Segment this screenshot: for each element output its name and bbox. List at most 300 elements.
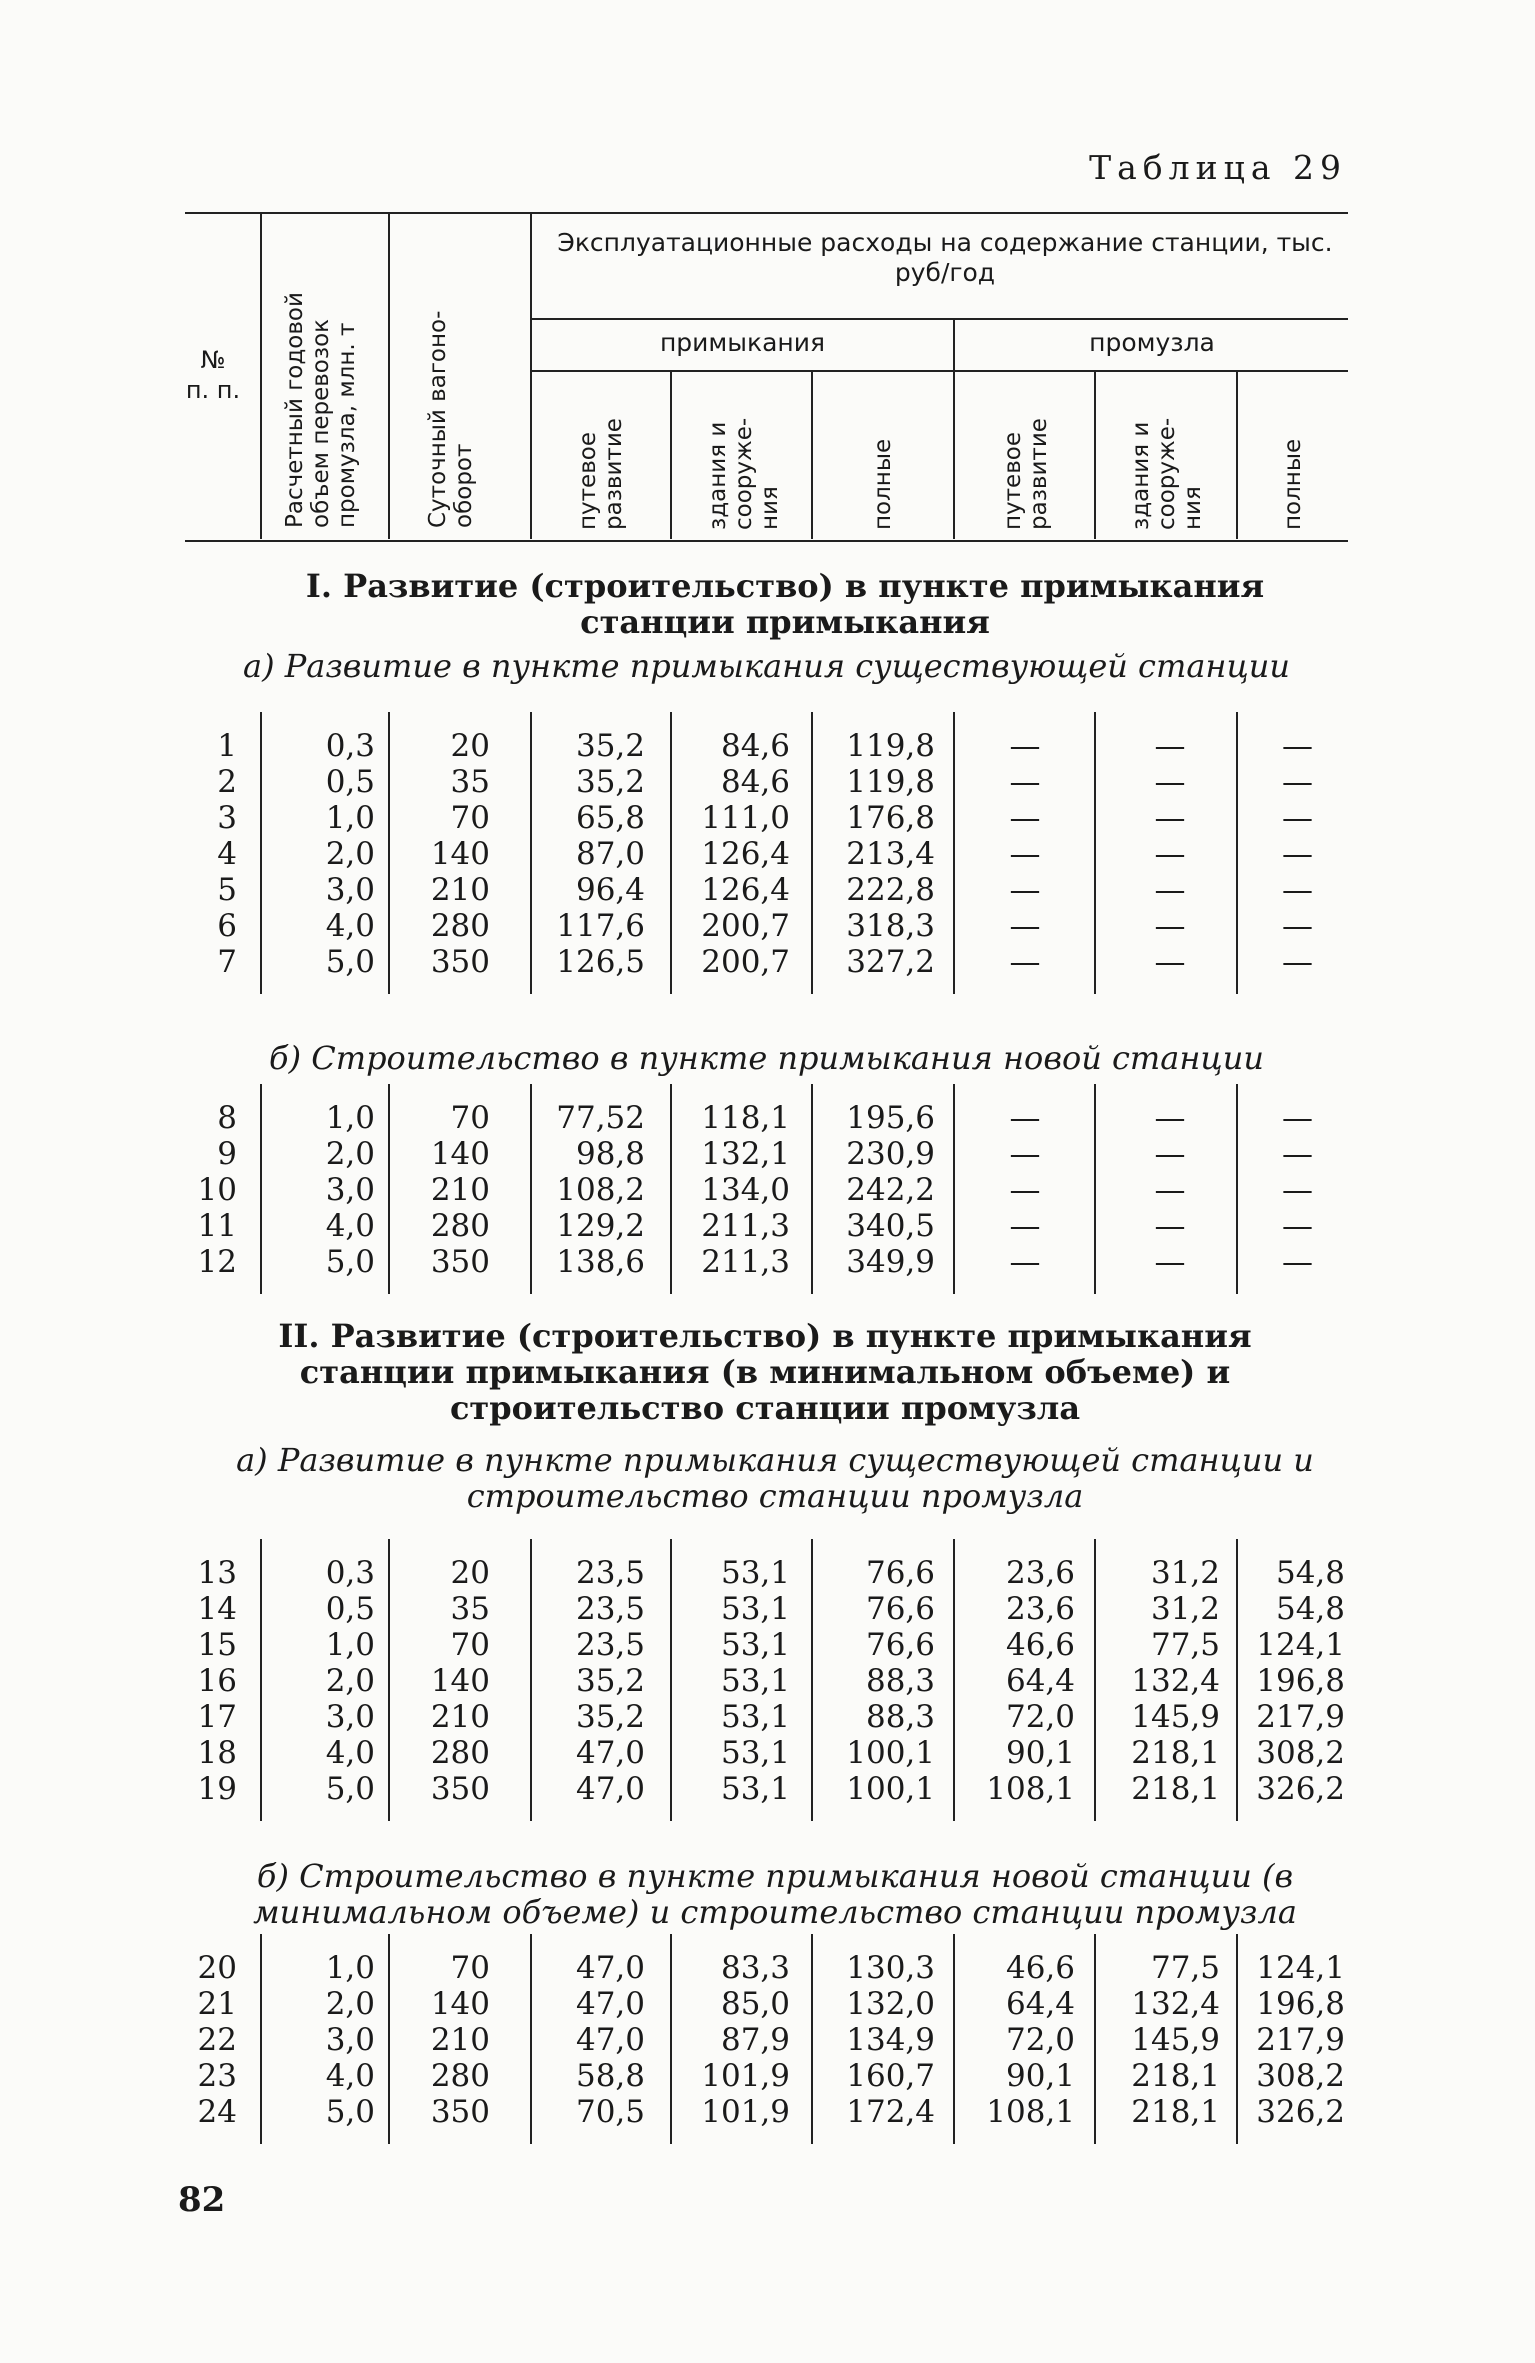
table-cell: 23,6 (1005, 1591, 1075, 1627)
table-cell: 108,2 (556, 1172, 645, 1208)
column-divider (670, 1084, 672, 1294)
header-bottom-rule (185, 540, 1348, 542)
table-cell: — (1009, 1208, 1041, 1244)
table-cell: 3,0 (325, 872, 375, 908)
table-cell: 4,0 (325, 2058, 375, 2094)
table-cell: 280 (430, 908, 490, 944)
table-cell: 96,4 (575, 872, 645, 908)
column-divider (530, 1539, 532, 1821)
table-cell: 211,3 (701, 1208, 790, 1244)
table-cell: — (1009, 764, 1041, 800)
table-row (185, 1950, 1348, 1986)
subsection-title: а) Развитие в пункте примыкания существующей станции (242, 647, 1291, 685)
column-divider (1094, 1934, 1096, 2144)
header-hub: промузла (1089, 328, 1215, 357)
table-cell: 111,0 (701, 800, 790, 836)
table-cell: 327,2 (846, 944, 935, 980)
table-cell: 5,0 (325, 944, 375, 980)
table-cell: 280 (430, 1208, 490, 1244)
column-divider (670, 1934, 672, 2144)
table-cell: 108,1 (986, 2094, 1075, 2130)
table-cell: 31,2 (1150, 1555, 1220, 1591)
header-buildings-junction: здания и сооруже- ния (705, 417, 783, 530)
table-cell: 87,0 (575, 836, 645, 872)
table-row (185, 2058, 1348, 2094)
table-row (185, 1591, 1348, 1627)
header-volume: Расчетный годовой объем перевозок промузла, млн. т (282, 292, 360, 528)
table-cell: 124,1 (1256, 1627, 1345, 1663)
header-divider (530, 214, 532, 539)
row-number: 20 (197, 1950, 237, 1986)
table-cell: 53,1 (720, 1771, 790, 1807)
table-cell: 23,5 (575, 1627, 645, 1663)
row-number: 1 (217, 728, 237, 764)
table-cell: 196,8 (1256, 1663, 1345, 1699)
header-divider (1236, 372, 1238, 539)
table-cell: 46,6 (1005, 1627, 1075, 1663)
table-cell: 90,1 (1005, 2058, 1075, 2094)
table-cell: — (1282, 836, 1313, 872)
table-cell: 140 (430, 836, 490, 872)
header-divider (260, 214, 262, 539)
table-cell: 119,8 (846, 764, 935, 800)
subsection-title: б) Строительство в пункте примыкания новой станции (269, 1039, 1264, 1077)
table-cell: 54,8 (1275, 1555, 1345, 1591)
row-number: 7 (217, 944, 237, 980)
table-cell: — (1009, 1244, 1041, 1280)
table-cell: 140 (430, 1663, 490, 1699)
table-cell: 0,5 (325, 1591, 375, 1627)
table-cell: 65,8 (575, 800, 645, 836)
table-cell: 100,1 (846, 1735, 935, 1771)
table-cell: 217,9 (1256, 1699, 1345, 1735)
table-cell: 196,8 (1256, 1986, 1345, 2022)
column-divider (953, 1084, 955, 1294)
table-cell: — (1154, 764, 1186, 800)
table-cell: 70 (450, 800, 490, 836)
table-cell: 64,4 (1005, 1663, 1075, 1699)
table-cell: 35,2 (575, 764, 645, 800)
column-divider (530, 1934, 532, 2144)
table-cell: 84,6 (720, 728, 790, 764)
table-cell: — (1009, 944, 1041, 980)
table-cell: 340,5 (846, 1208, 935, 1244)
table-cell: 308,2 (1256, 1735, 1345, 1771)
row-number: 24 (197, 2094, 237, 2130)
table-row (185, 1172, 1348, 1208)
table-cell: 130,3 (846, 1950, 935, 1986)
table-cell: 72,0 (1005, 1699, 1075, 1735)
table-cell: 160,7 (846, 2058, 935, 2094)
table-cell: 213,4 (846, 836, 935, 872)
column-divider (260, 1934, 262, 2144)
table-cell: — (1154, 1208, 1186, 1244)
table-cell: 211,3 (701, 1244, 790, 1280)
header-turnover: Суточный вагоно- оборот (425, 310, 477, 528)
table-row (185, 764, 1348, 800)
table-cell: 140 (430, 1986, 490, 2022)
column-divider (811, 1934, 813, 2144)
subsection-title: а) Развитие в пункте примыкания существующей станции и строительство станции промузла (236, 1441, 1314, 1515)
table-cell: 23,6 (1005, 1555, 1075, 1591)
table-row (185, 1735, 1348, 1771)
table-cell: 200,7 (701, 944, 790, 980)
table-cell: 140 (430, 1136, 490, 1172)
table-cell: — (1282, 872, 1313, 908)
table-cell: — (1282, 800, 1313, 836)
table-cell: 83,3 (720, 1950, 790, 1986)
row-number: 8 (217, 1100, 237, 1136)
table-cell: 88,3 (865, 1663, 935, 1699)
table-cell: 1,0 (325, 1950, 375, 1986)
row-number: 5 (217, 872, 237, 908)
table-cell: — (1154, 1136, 1186, 1172)
row-number: 4 (217, 836, 237, 872)
table-cell: 280 (430, 2058, 490, 2094)
column-divider (1236, 1539, 1238, 1821)
table-cell: — (1282, 944, 1313, 980)
header-divider (1094, 372, 1096, 539)
table-cell: 222,8 (846, 872, 935, 908)
table-cell: 218,1 (1131, 2094, 1220, 2130)
table-cell: — (1154, 908, 1186, 944)
table-cell: 132,1 (701, 1136, 790, 1172)
column-divider (530, 1084, 532, 1294)
table-cell: 47,0 (575, 1950, 645, 1986)
table-cell: 195,6 (846, 1100, 935, 1136)
table-cell: — (1154, 944, 1186, 980)
table-cell: 280 (430, 1735, 490, 1771)
table-cell: 3,0 (325, 1699, 375, 1735)
table-row (185, 728, 1348, 764)
table-cell: 53,1 (720, 1735, 790, 1771)
header-total-junction: полные (870, 438, 896, 530)
table-cell: 126,4 (701, 872, 790, 908)
row-number: 16 (197, 1663, 237, 1699)
column-divider (388, 1084, 390, 1294)
table-cell: 47,0 (575, 1735, 645, 1771)
table-cell: 172,4 (846, 2094, 935, 2130)
table-cell: — (1282, 1100, 1313, 1136)
table-cell: 35,2 (575, 1663, 645, 1699)
table-cell: 64,4 (1005, 1986, 1075, 2022)
column-divider (1236, 1084, 1238, 1294)
table-cell: — (1282, 908, 1313, 944)
row-number: 22 (197, 2022, 237, 2058)
table-cell: — (1154, 728, 1186, 764)
table-row (185, 872, 1348, 908)
header-divider (953, 320, 955, 539)
page-number: 82 (178, 2180, 226, 2220)
table-row (185, 800, 1348, 836)
table-cell: 35 (450, 764, 490, 800)
table-cell: — (1009, 1100, 1041, 1136)
table-cell: 132,0 (846, 1986, 935, 2022)
table-cell: — (1009, 872, 1041, 908)
table-cell: 70,5 (575, 2094, 645, 2130)
section-title: II. Развитие (строительство) в пункте примыкания станции примыкания (в минимальном объеме) и строительство станции промузла (278, 1317, 1252, 1427)
table-cell: 132,4 (1131, 1663, 1220, 1699)
column-divider (388, 712, 390, 994)
table-cell: 218,1 (1131, 2058, 1220, 2094)
table-cell: 76,6 (865, 1627, 935, 1663)
row-number: 18 (197, 1735, 237, 1771)
section-title: I. Развитие (строительство) в пункте примыкания станции примыкания (305, 567, 1265, 641)
table-cell: 230,9 (846, 1136, 935, 1172)
table-cell: 35,2 (575, 1699, 645, 1735)
table-cell: — (1009, 1136, 1041, 1172)
table-cell: — (1154, 1244, 1186, 1280)
table-cell: 70 (450, 1950, 490, 1986)
table-cell: 124,1 (1256, 1950, 1345, 1986)
table-row (185, 1244, 1348, 1280)
table-cell: 47,0 (575, 2022, 645, 2058)
table-cell: 134,0 (701, 1172, 790, 1208)
table-cell: 210 (430, 1172, 490, 1208)
table-cell: — (1154, 872, 1186, 908)
row-number: 19 (197, 1771, 237, 1807)
table-cell: 350 (430, 944, 490, 980)
table-cell: 23,5 (575, 1591, 645, 1627)
column-divider (670, 712, 672, 994)
column-divider (530, 712, 532, 994)
row-number: 2 (217, 764, 237, 800)
table-cell: 58,8 (575, 2058, 645, 2094)
table-row (185, 1627, 1348, 1663)
column-divider (1236, 712, 1238, 994)
table-cell: 126,5 (556, 944, 645, 980)
table-cell: 3,0 (325, 2022, 375, 2058)
table-cell: — (1154, 1100, 1186, 1136)
table-cell: — (1282, 764, 1313, 800)
table-cell: 350 (430, 2094, 490, 2130)
table-cell: 85,0 (720, 1986, 790, 2022)
table-cell: 4,0 (325, 908, 375, 944)
table-cell: 4,0 (325, 1208, 375, 1244)
table-cell: — (1009, 836, 1041, 872)
table-cell: 350 (430, 1244, 490, 1280)
table-cell: 77,5 (1150, 1950, 1220, 1986)
header-top-rule (185, 212, 1348, 214)
table-cell: 349,9 (846, 1244, 935, 1280)
row-number: 17 (197, 1699, 237, 1735)
table-cell: 1,0 (325, 800, 375, 836)
row-number: 10 (197, 1172, 237, 1208)
table-cell: — (1009, 800, 1041, 836)
table-row (185, 2022, 1348, 2058)
header-junction: примыкания (659, 328, 826, 357)
row-number: 11 (197, 1208, 237, 1244)
table-cell: — (1009, 728, 1041, 764)
table-row (185, 1136, 1348, 1172)
table-cell: 145,9 (1131, 1699, 1220, 1735)
table-cell: 54,8 (1275, 1591, 1345, 1627)
table-cell: — (1282, 1172, 1313, 1208)
subsection-title: б) Строительство в пункте примыкания новой станции (в минимальном объеме) и строительство станции промузла (253, 1857, 1297, 1931)
table-cell: 47,0 (575, 1986, 645, 2022)
table-cell: 53,1 (720, 1699, 790, 1735)
column-divider (811, 1084, 813, 1294)
header-expenses: Эксплуатационные расходы на содержание станции, тыс. руб/год (557, 228, 1333, 287)
table-cell: 108,1 (986, 1771, 1075, 1807)
column-divider (260, 712, 262, 994)
header-number: № п. п. (185, 346, 241, 404)
column-divider (260, 1084, 262, 1294)
table-cell: 53,1 (720, 1591, 790, 1627)
table-cell: 132,4 (1131, 1986, 1220, 2022)
table-cell: 2,0 (325, 836, 375, 872)
row-number: 13 (197, 1555, 237, 1591)
table-cell: 138,6 (556, 1244, 645, 1280)
table-row (185, 1208, 1348, 1244)
table-cell: 53,1 (720, 1627, 790, 1663)
table-caption: Таблица 29 (1089, 148, 1347, 187)
table-cell: 134,9 (846, 2022, 935, 2058)
column-divider (811, 1539, 813, 1821)
table-cell: 5,0 (325, 1244, 375, 1280)
row-number: 21 (197, 1986, 237, 2022)
table-cell: — (1154, 836, 1186, 872)
table-cell: 126,4 (701, 836, 790, 872)
table-cell: — (1009, 1172, 1041, 1208)
table-row (185, 944, 1348, 980)
row-number: 14 (197, 1591, 237, 1627)
header-divider (670, 372, 672, 539)
table-row (185, 1771, 1348, 1807)
column-divider (388, 1934, 390, 2144)
table-cell: 326,2 (1256, 2094, 1345, 2130)
table-cell: 98,8 (575, 1136, 645, 1172)
table-row (185, 1555, 1348, 1591)
table-cell: 53,1 (720, 1555, 790, 1591)
table-cell: 129,2 (556, 1208, 645, 1244)
table-cell: 70 (450, 1100, 490, 1136)
table-cell: 35 (450, 1591, 490, 1627)
table-row (185, 836, 1348, 872)
column-divider (811, 712, 813, 994)
table-cell: 318,3 (846, 908, 935, 944)
table-cell: — (1282, 1244, 1313, 1280)
table-cell: 101,9 (701, 2058, 790, 2094)
row-number: 23 (197, 2058, 237, 2094)
table-cell: 70 (450, 1627, 490, 1663)
table-cell: 242,2 (846, 1172, 935, 1208)
table-cell: 2,0 (325, 1663, 375, 1699)
row-number: 15 (197, 1627, 237, 1663)
header-subrule (532, 370, 1348, 372)
table-cell: 20 (450, 1555, 490, 1591)
table-cell: — (1154, 1172, 1186, 1208)
column-divider (1094, 712, 1096, 994)
table-cell: 4,0 (325, 1735, 375, 1771)
table-cell: 1,0 (325, 1627, 375, 1663)
table-cell: 101,9 (701, 2094, 790, 2130)
table-cell: 218,1 (1131, 1771, 1220, 1807)
table-cell: 5,0 (325, 2094, 375, 2130)
column-divider (1094, 1084, 1096, 1294)
table-row (185, 1986, 1348, 2022)
table-cell: 326,2 (1256, 1771, 1345, 1807)
column-divider (953, 712, 955, 994)
table-cell: 53,1 (720, 1663, 790, 1699)
table-cell: 3,0 (325, 1172, 375, 1208)
table-cell: 76,6 (865, 1555, 935, 1591)
table-cell: — (1009, 908, 1041, 944)
row-number: 12 (197, 1244, 237, 1280)
header-subrule (532, 318, 1348, 320)
table-cell: 0,3 (325, 728, 375, 764)
table-row (185, 908, 1348, 944)
table-cell: 308,2 (1256, 2058, 1345, 2094)
table-cell: 217,9 (1256, 2022, 1345, 2058)
header-track-hub: путевое развитие (1000, 418, 1052, 530)
table-cell: 0,3 (325, 1555, 375, 1591)
row-number: 6 (217, 908, 237, 944)
table-cell: 1,0 (325, 1100, 375, 1136)
column-divider (388, 1539, 390, 1821)
table-cell: 210 (430, 1699, 490, 1735)
table-row (185, 2094, 1348, 2130)
header-buildings-hub: здания и сооруже- ния (1128, 417, 1206, 530)
table-cell: 119,8 (846, 728, 935, 764)
table-cell: — (1282, 728, 1313, 764)
column-divider (953, 1539, 955, 1821)
table-cell: 76,6 (865, 1591, 935, 1627)
table-cell: 88,3 (865, 1699, 935, 1735)
table-cell: 35,2 (575, 728, 645, 764)
table-cell: — (1282, 1208, 1313, 1244)
table-cell: 31,2 (1150, 1591, 1220, 1627)
table-cell: 176,8 (846, 800, 935, 836)
column-divider (670, 1539, 672, 1821)
table-cell: 47,0 (575, 1771, 645, 1807)
table-cell: 2,0 (325, 1136, 375, 1172)
row-number: 9 (217, 1136, 237, 1172)
table-cell: 100,1 (846, 1771, 935, 1807)
header-divider (811, 372, 813, 539)
table-cell: 118,1 (701, 1100, 790, 1136)
table-cell: — (1282, 1136, 1313, 1172)
header-track-junction: путевое развитие (575, 418, 627, 530)
table-row (185, 1699, 1348, 1735)
column-divider (1094, 1539, 1096, 1821)
header-total-hub: полные (1280, 438, 1306, 530)
table-cell: 0,5 (325, 764, 375, 800)
table-cell: 117,6 (556, 908, 645, 944)
table-cell: 46,6 (1005, 1950, 1075, 1986)
table-cell: 218,1 (1131, 1735, 1220, 1771)
table-cell: 5,0 (325, 1771, 375, 1807)
table-row (185, 1663, 1348, 1699)
column-divider (1236, 1934, 1238, 2144)
table-cell: 145,9 (1131, 2022, 1220, 2058)
table-cell: 77,5 (1150, 1627, 1220, 1663)
column-divider (953, 1934, 955, 2144)
table-cell: 23,5 (575, 1555, 645, 1591)
table-cell: 77,52 (556, 1100, 645, 1136)
header-divider (388, 214, 390, 539)
table-cell: 84,6 (720, 764, 790, 800)
table-cell: 72,0 (1005, 2022, 1075, 2058)
table-cell: 350 (430, 1771, 490, 1807)
table-cell: 200,7 (701, 908, 790, 944)
table-cell: 2,0 (325, 1986, 375, 2022)
column-divider (260, 1539, 262, 1821)
table-cell: — (1154, 800, 1186, 836)
table-cell: 210 (430, 2022, 490, 2058)
table-cell: 210 (430, 872, 490, 908)
row-number: 3 (217, 800, 237, 836)
